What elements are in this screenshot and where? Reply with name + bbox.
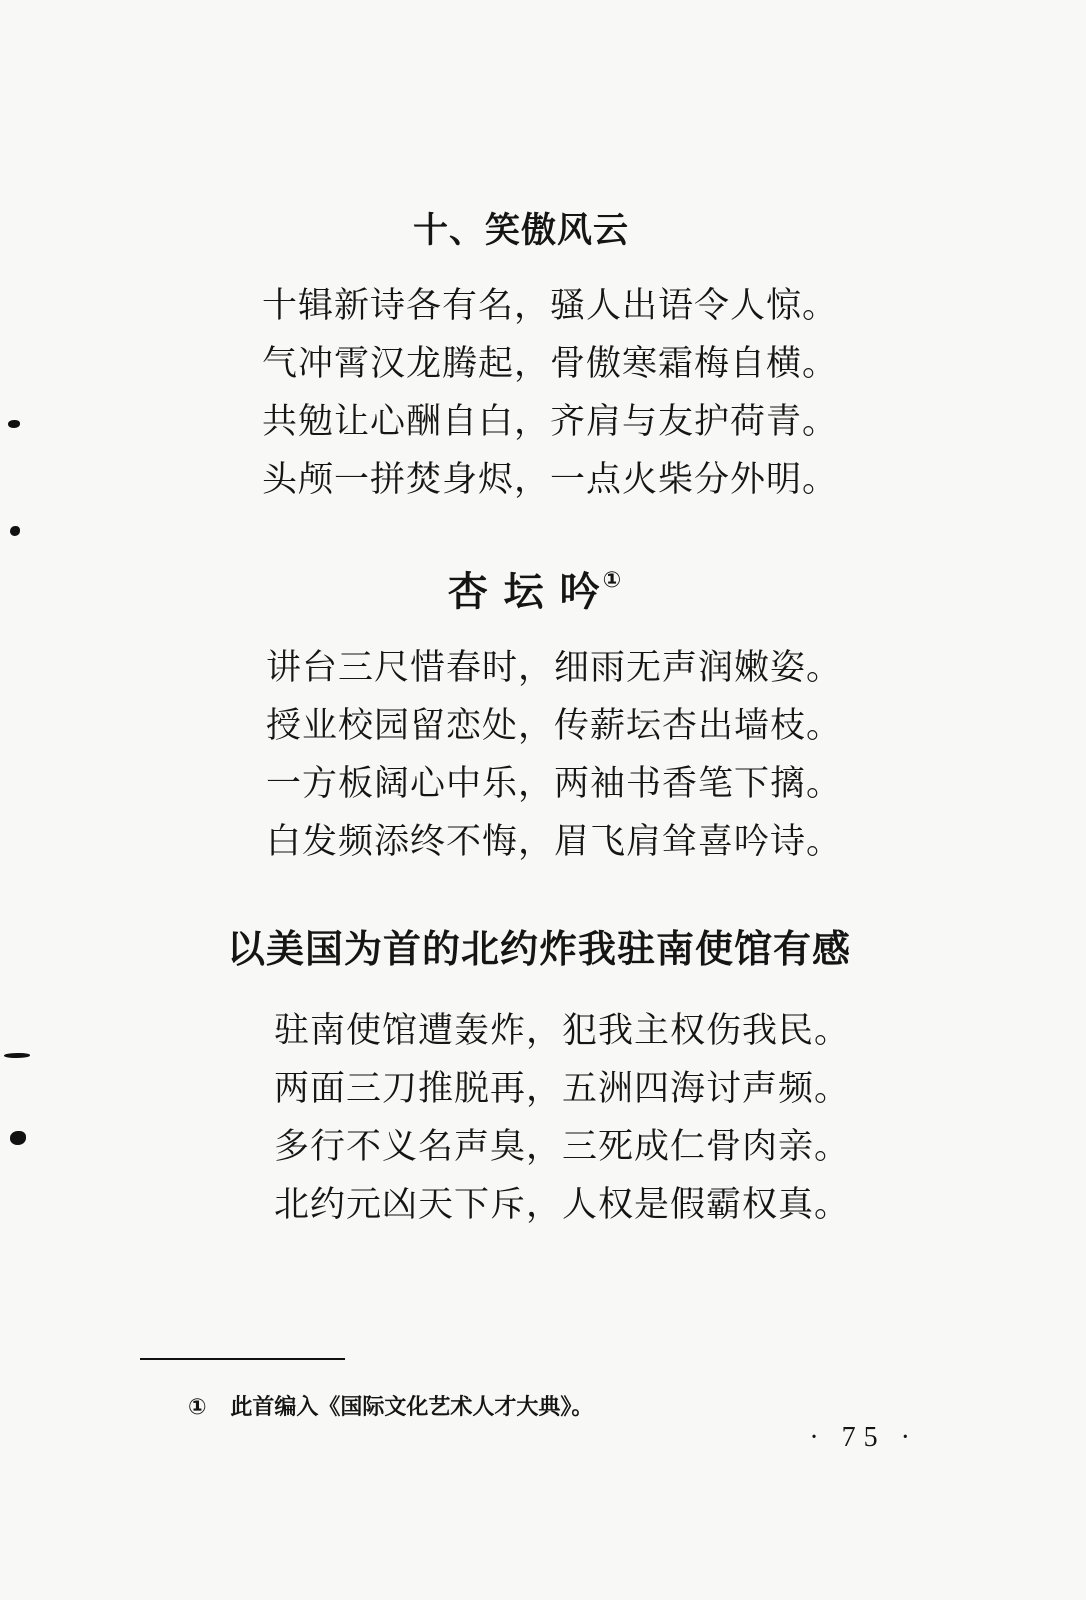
poem-line: 气冲霄汉龙腾起，骨傲寒霜梅自横。 xyxy=(262,344,839,384)
footnote-divider xyxy=(140,1358,345,1360)
poem-line: 多行不义名声臭，三死成仁骨肉亲。 xyxy=(274,1127,851,1167)
poem-line: 讲台三尺惜春时，细雨无声润嫩姿。 xyxy=(266,648,843,688)
poem-lines xyxy=(274,1002,850,1234)
margin-speck xyxy=(4,1053,30,1058)
poem-line: 北约元凶天下斥，人权是假霸权真。 xyxy=(274,1185,851,1225)
poem-line: 十辑新诗各有名，骚人出语令人惊。 xyxy=(262,286,839,326)
poem-line: 头颅一拼焚身烬，一点火柴分外明。 xyxy=(262,460,839,500)
poem-line: 驻南使馆遭轰炸，犯我主权伤我民。 xyxy=(274,1011,851,1051)
poem-title xyxy=(0,203,1064,253)
poem-line: 一方板阔心中乐，两袖书香笔下摛。 xyxy=(266,764,843,804)
poem-line: 共勉让心酬自白，齐肩与友护荷青。 xyxy=(262,402,839,442)
poem-lines xyxy=(266,639,842,871)
poem-line: 两面三刀推脱再，五洲四海讨声频。 xyxy=(274,1069,851,1109)
page-number: · 75 · xyxy=(809,1422,918,1453)
footnote-marker: ① xyxy=(188,1395,207,1420)
poem-line: 白发频添终不悔，眉飞肩耸喜吟诗。 xyxy=(266,822,843,862)
footnote xyxy=(188,1390,593,1421)
poem-lines xyxy=(262,277,838,509)
poem-title xyxy=(0,560,1078,617)
margin-speck xyxy=(10,526,20,536)
poem-title-text: 杏 坛 吟 xyxy=(447,569,601,615)
poem-line: 授业校园留恋处，传薪坛杏出墙枝。 xyxy=(266,706,843,746)
footnote-reference: ① xyxy=(602,568,623,593)
poem-title xyxy=(0,918,1082,973)
footnote-text: 此首编入《国际文化艺术人才大典》。 xyxy=(230,1395,594,1420)
margin-speck xyxy=(8,420,20,428)
poem-title-text: 以美国为首的北约炸我驻南使馆有感 xyxy=(226,927,851,971)
margin-speck xyxy=(10,1131,26,1145)
poem-title-text: 十、笑傲风云 xyxy=(412,211,629,251)
